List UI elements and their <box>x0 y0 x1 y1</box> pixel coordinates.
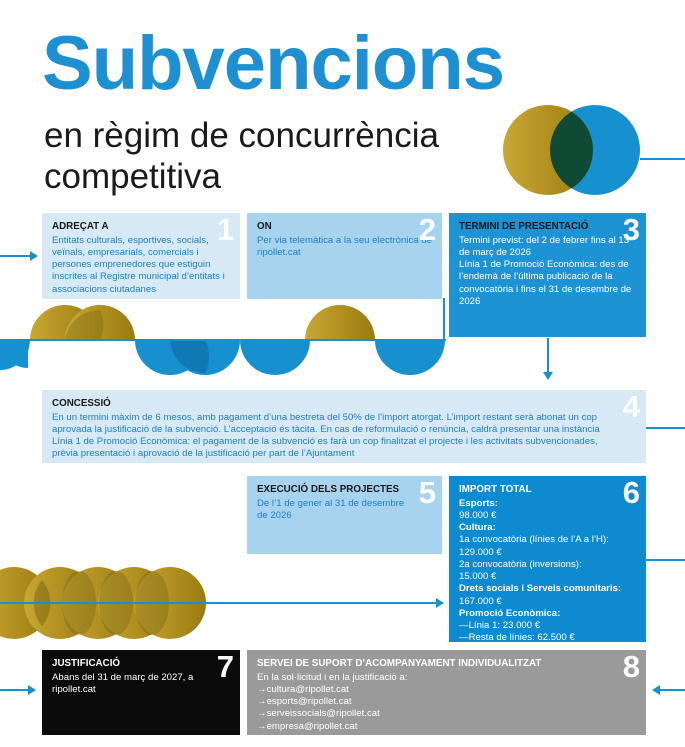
step-number: 1 <box>216 212 234 247</box>
email-serveis-socials-link[interactable]: →serveissocials@ripollet.cat <box>257 708 380 720</box>
card-concessio <box>42 390 646 463</box>
sport-label: Esports: <box>459 497 498 509</box>
card-on <box>247 213 442 299</box>
card-body: Entitats culturals, esportives, socials, veïnals, empresarials, comercials i persones emprenedores que estiguin inscrites al Registre municipal d’entitats i associacions ciutadanes <box>52 234 225 295</box>
card-termini-presentacio <box>449 213 646 337</box>
step-number: 2 <box>418 212 436 247</box>
card-servei-suport <box>247 650 646 735</box>
step-number: 3 <box>622 212 640 247</box>
card-intro: En la sol·licitud i en la justificació a: <box>257 671 408 683</box>
page-title: Subvencions <box>42 21 504 106</box>
card-heading: EXECUCIÓ DELS PROJECTES <box>257 484 400 495</box>
card-heading: ON <box>257 221 272 232</box>
email-cultura-link[interactable]: →cultura@ripollet.cat <box>257 683 349 695</box>
step-number: 7 <box>216 649 234 684</box>
page-subtitle-line2: competitiva <box>44 157 222 196</box>
email-empresa-link[interactable]: →empresa@ripollet.cat <box>257 720 358 732</box>
sport-value: 98.000 € <box>459 509 497 521</box>
card-body: De l’1 de gener al 31 de desembre de 2026 <box>257 497 405 521</box>
arrow-right-icon <box>0 251 38 261</box>
culture-second-call-value: 15.000 € <box>459 571 497 583</box>
econ-line1: —Línia 1: 23.000 € <box>459 620 541 632</box>
card-execucio-projectes <box>247 476 442 554</box>
arrow-right-icon <box>0 685 36 695</box>
step-number: 5 <box>418 475 436 510</box>
arrow-left-icon <box>652 685 685 695</box>
step-number: 4 <box>622 389 640 424</box>
card-justificacio <box>42 650 240 735</box>
social-value: 167.000 € <box>459 595 502 607</box>
page-subtitle-line1: en règim de concurrència <box>44 116 439 155</box>
step-number: 6 <box>622 475 640 510</box>
card-body: En un termini màxim de 6 mesos, amb pagament d’una bestreta del 50% de l’import atorgat. L’import restant serà abonat un cop aprovada la justificació de la subvenció. L’acceptació és tàcita. En cas de reformulació o renúncia, caldrà presentar una instància Línia 1 de Promoció Econòmica: el pagament de la subvenció es farà un cop finalitzat el projecte i les activitats subvencionades, prèvia presentació i aprovació de la justificació per part de l’Ajuntament <box>52 411 600 460</box>
card-heading: SERVEI DE SUPORT D’ACOMPANYAMENT INDIVIDUALITZAT <box>257 658 542 669</box>
card-heading: JUSTIFICACIÓ <box>52 658 121 669</box>
card-adrecat-a <box>42 213 240 299</box>
card-body: Per via telemàtica a la seu electrònica de ripollet.cat <box>257 234 432 258</box>
culture-second-call: 2a convocatòria (inversions): <box>459 558 582 570</box>
card-body-line1: Línia 1 de Promoció Econòmica: des de l’endemà de l’última publicació de la convocatòria i fins el 31 de desembre de 2026 <box>459 259 632 307</box>
social-label: Drets socials i Serveis comunitaris: <box>459 583 622 595</box>
email-esports-link[interactable]: →esports@ripollet.cat <box>257 696 352 708</box>
econ-label: Promoció Econòmica: <box>459 607 561 619</box>
card-import-total <box>449 476 646 642</box>
card-body-deadline: Termini previst: del 2 de febrer fins al 13 de març de 2026 <box>459 234 630 258</box>
econ-other-lines: —Resta de línies: 62.500 € <box>459 632 575 644</box>
card-heading: IMPORT TOTAL <box>459 484 532 495</box>
culture-first-call: 1a convocatòria (línies de l’A a l’H): 129.000 € <box>459 534 609 558</box>
card-heading: ADREÇAT A <box>52 221 109 232</box>
card-heading: TERMINI DE PRESENTACIÓ <box>459 221 589 232</box>
card-body: Abans del 31 de març de 2027, a ripollet.cat <box>52 671 194 695</box>
card-heading: CONCESSIÓ <box>52 398 111 409</box>
step-number: 8 <box>622 649 640 684</box>
top-circles-graphic <box>503 105 640 195</box>
wave-circles-row <box>0 298 446 375</box>
culture-label: Cultura: <box>459 522 496 534</box>
arrow-down-icon <box>543 338 553 380</box>
